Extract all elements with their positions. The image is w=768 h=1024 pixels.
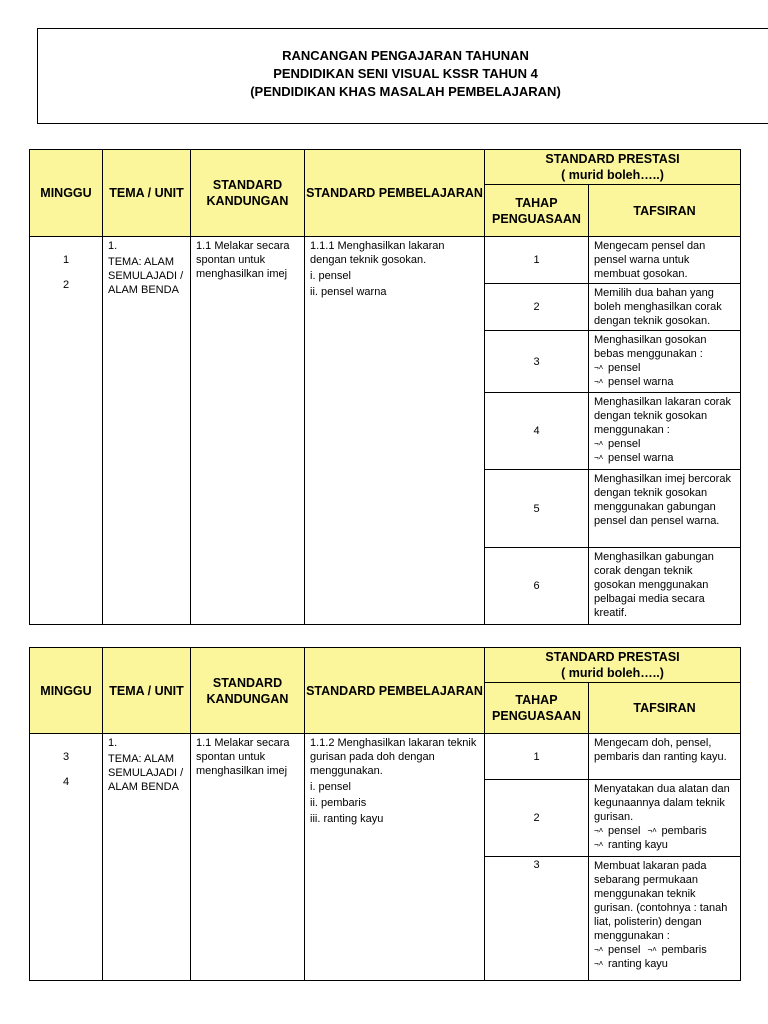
header-minggu: MINGGU [30,150,103,237]
tafsiran-cell [589,237,741,284]
tafsiran-bullet-row [589,943,740,957]
standard-kandungan-text: 1.1 Melakar secara spontan untuk menghasilkan imej [196,737,290,777]
tafsiran-text: Menghasilkan imej bercorak dengan teknik gosokan menggunakan gabungan pensel dan pensel warna. [594,473,731,527]
bullet-icon: ¬˄ [594,826,604,835]
title-box [37,28,768,124]
bullet-icon: ¬˄ [594,945,604,954]
header-prestasi-subtitle: ( murid boleh…..) [561,666,664,680]
tafsiran-text: Menghasilkan gabungan corak dengan teknik gosokan menggunakan pelbagai media secara kreatif. [594,551,714,619]
sp-item: i. pensel [310,781,351,793]
bullet-icon: ¬˄ [594,453,604,462]
header-standard-prestasi [485,150,741,185]
standard-kandungan-cell [191,734,305,981]
tafsiran-bullet-row [589,838,740,854]
tahap-cell [485,237,589,284]
tafsiran-bullet-item [589,451,740,467]
tema-cell [103,734,191,981]
tafsiran-bullet-row [589,824,740,838]
header-prestasi-subtitle: ( murid boleh…..) [561,168,664,182]
tahap-cell [485,857,589,981]
tafsiran-text: Memilih dua bahan yang boleh menghasilkan corak dengan teknik gosokan. [594,287,722,327]
tafsiran-cell [589,734,741,780]
tafsiran-text: Membuat lakaran pada sebarang permukaan menggunakan teknik gurisan. (contohnya : tanah liat, polisterin) dengan menggunakan : [594,860,728,942]
week-number: 4 [62,776,70,788]
tahap-cell [485,393,589,470]
tahap-cell [485,548,589,625]
header-tahap: TAHAP PENGUASAAN [485,185,589,237]
header-prestasi-title: STANDARD PRESTASI [545,152,680,166]
tema-text: TEMA: ALAM SEMULAJADI / ALAM BENDA [108,256,184,296]
tafsiran-cell [589,284,741,331]
tahap-cell [485,470,589,548]
week-number: 3 [62,751,70,763]
tema-number: 1. [108,240,118,252]
week-number: 1 [62,254,70,266]
tafsiran-cell [589,470,741,548]
tahap-cell [485,331,589,393]
tahap-number: 1 [533,254,540,266]
tafsiran-cell [589,393,741,470]
header-tahap: TAHAP PENGUASAAN [485,683,589,734]
header-standard-kandungan: STANDARD KANDUNGAN [191,648,305,734]
tahap-number: 4 [533,425,540,437]
bullet-icon: ¬˄ [594,377,604,386]
doc-title-line-2: PENDIDIKAN SENI VISUAL KSSR TAHUN 4 [273,66,538,81]
header-prestasi-title: STANDARD PRESTASI [545,650,680,664]
sp-item: ii. pembaris [310,797,367,809]
standard-pembelajaran-cell [305,237,485,625]
tafsiran-cell [589,857,741,981]
rpt-table-2 [29,647,741,981]
tafsiran-text: Mengecam doh, pensel, pembaris dan ranting kayu. [594,737,727,763]
header-tema: TEMA / UNIT [103,150,191,237]
standard-pembelajaran-text: 1.1.1 Menghasilkan lakaran dengan teknik gosokan. [310,240,445,266]
tafsiran-bullet-row [589,957,740,973]
tafsiran-text: Mengecam pensel dan pensel warna untuk membuat gosokan. [594,240,706,280]
tafsiran-cell [589,548,741,625]
header-standard-pembelajaran: STANDARD PEMBELAJARAN [305,648,485,734]
tafsiran-bullet-item [589,361,740,375]
bullet-icon: ¬˄ [594,959,604,968]
tahap-number: 3 [533,355,540,368]
standard-kandungan-text: 1.1 Melakar secara spontan untuk menghasilkan imej [196,240,290,280]
sp-item: i. pensel [310,270,351,282]
bullet-icon: ¬˄ [594,363,604,372]
tema-text: TEMA: ALAM SEMULAJADI / ALAM BENDA [108,753,184,793]
week-number: 2 [62,279,70,291]
sp-item: ii. pensel warna [310,286,387,298]
tahap-number: 1 [533,750,540,763]
tafsiran-text: Menghasilkan gosokan bebas menggunakan : [594,334,707,360]
bullet-text: pensel [608,438,641,450]
header-tafsiran: TAFSIRAN [589,185,741,237]
tafsiran-text: Menghasilkan lakaran corak dengan teknik gosokan menggunakan : [594,396,731,436]
bullet-text: pensel [608,362,641,374]
bullet-text: pembaris [661,944,707,956]
doc-title-line-3: (PENDIDIKAN KHAS MASALAH PEMBELAJARAN) [250,84,561,99]
header-tema: TEMA / UNIT [103,648,191,734]
sp-item: iii. ranting kayu [310,813,384,825]
bullet-text: ranting kayu [608,958,668,970]
bullet-text: ranting kayu [608,839,668,851]
tafsiran-text: Menyatakan dua alatan dan kegunaannya dalam teknik gurisan. [594,783,730,823]
tema-cell [103,237,191,625]
bullet-icon: ¬˄ [594,439,604,448]
bullet-icon: ¬˄ [647,945,657,954]
doc-title-line-1: RANCANGAN PENGAJARAN TAHUNAN [282,48,529,63]
header-standard-pembelajaran: STANDARD PEMBELAJARAN [305,150,485,237]
bullet-text: pembaris [661,825,707,837]
tema-number: 1. [108,737,118,749]
tafsiran-cell [589,331,741,393]
tafsiran-bullet-item [589,437,740,451]
rpt-table-1 [29,149,741,625]
tahap-number: 2 [533,301,540,313]
header-standard-kandungan: STANDARD KANDUNGAN [191,150,305,237]
tahap-cell [485,284,589,331]
header-minggu: MINGGU [30,648,103,734]
header-standard-prestasi [485,648,741,683]
bullet-text: pensel warna [608,376,674,388]
tahap-cell [485,734,589,780]
tahap-cell [485,780,589,857]
standard-kandungan-cell [191,237,305,625]
standard-pembelajaran-text: 1.1.2 Menghasilkan lakaran teknik gurisan pada doh dengan menggunakan. [310,737,477,777]
tafsiran-cell [589,780,741,857]
week-cell [30,734,103,981]
header-tafsiran: TAFSIRAN [589,683,741,734]
week-cell [30,237,103,625]
bullet-text: pensel warna [608,452,674,464]
tahap-number: 3 [533,859,540,871]
tahap-number: 6 [533,580,540,592]
bullet-icon: ¬˄ [594,840,604,849]
tahap-number: 2 [533,812,540,824]
tahap-number: 5 [533,502,540,515]
bullet-text: pensel [608,825,641,837]
bullet-text: pensel [608,944,641,956]
tafsiran-bullet-item [589,375,740,391]
bullet-icon: ¬˄ [647,826,657,835]
standard-pembelajaran-cell [305,734,485,981]
